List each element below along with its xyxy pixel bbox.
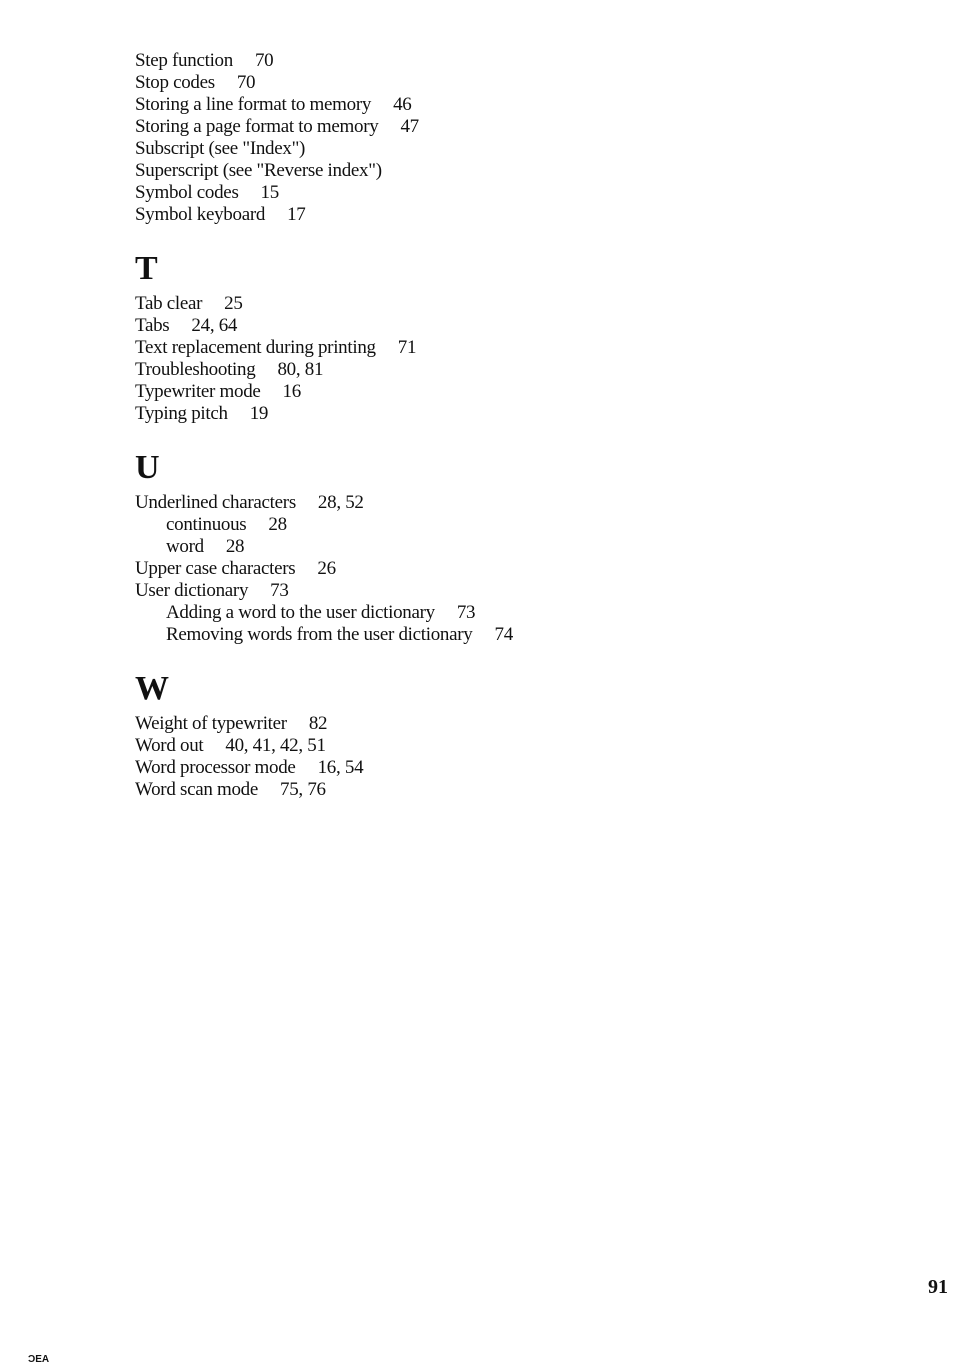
index-entry [135,293,735,315]
entry-page-numbers: 24, 64 [191,315,238,336]
entry-term: continuous [166,514,247,535]
index-entry [135,204,735,226]
index-entry [135,160,735,182]
index-entry [135,315,735,337]
entry-term: Word out [135,735,204,756]
index-entry [135,558,735,580]
entry-page-numbers: 16 [282,381,301,402]
entry-term: word [166,536,204,557]
entry-term: Subscript (see "Index") [135,138,306,159]
entry-term: User dictionary [135,580,249,601]
entry-page-numbers: 28 [225,536,245,557]
index-entry [135,580,735,602]
entry-page-numbers: 73 [270,580,289,601]
index-subentry [135,514,735,536]
index-entry [135,138,735,160]
entry-term: Tab clear [135,293,203,314]
index-entry [135,757,735,779]
index-entry [135,492,735,514]
entry-term: Upper case characters [135,558,296,579]
entry-term: Typing pitch [135,403,228,424]
index-entry [135,116,735,138]
page-number: 91 [928,1276,948,1298]
entry-page-numbers: 82 [308,713,328,734]
index-subentry [135,624,735,646]
entry-page-numbers: 16, 54 [317,757,364,778]
entry-page-numbers: 75, 76 [280,779,326,800]
entry-term: Adding a word to the user dictionary [166,602,435,623]
footer-mark: ƆEA [28,1354,50,1365]
entry-term: Symbol codes [135,182,239,203]
entry-page-numbers: 28, 52 [317,492,364,513]
index-entry [135,381,735,403]
entry-term: Word processor mode [135,757,296,778]
entry-page-numbers: 47 [400,116,419,137]
index-entry [135,50,735,72]
entry-page-numbers: 40, 41, 42, 51 [225,735,326,756]
index-entry [135,735,735,757]
continued-entries [135,50,735,226]
index-column [135,50,735,801]
entry-page-numbers: 28 [268,514,287,535]
entry-term: Superscript (see "Reverse index") [135,160,382,181]
entry-term: Removing words from the user dictionary [166,624,473,645]
entry-term: Stop codes [135,72,215,93]
index-entry [135,359,735,381]
entry-term: Storing a line format to memory [135,94,372,115]
index-subentry [135,602,735,624]
entry-page-numbers: 70 [254,50,274,71]
entry-page-numbers: 19 [249,403,269,424]
index-entry [135,94,735,116]
section-letter-heading: T [135,250,158,287]
entry-page-numbers: 80, 81 [277,359,324,380]
section-letter-heading: U [135,449,160,486]
index-entry [135,337,735,359]
index-entry [135,713,735,735]
entry-term: Typewriter mode [135,381,261,402]
entry-term: Word scan mode [135,779,259,800]
entry-term: Tabs [135,315,170,336]
entry-page-numbers: 46 [393,94,412,115]
entry-term: Underlined characters [135,492,296,513]
index-entry [135,72,735,94]
index-section [135,252,735,425]
entry-term: Storing a page format to memory [135,116,379,137]
index-sections [135,252,735,801]
entry-page-numbers: 74 [494,624,513,645]
entry-term: Symbol keyboard [135,204,266,225]
entry-page-numbers: 25 [224,293,243,314]
entry-page-numbers: 73 [456,602,476,623]
index-section [135,451,735,646]
entry-page-numbers: 26 [317,558,336,579]
entry-term: Weight of typewriter [135,713,287,734]
index-entry [135,779,735,801]
section-letter-heading: W [135,670,169,707]
index-section [135,672,735,801]
entry-page-numbers: 71 [397,337,417,358]
index-subentry [135,536,735,558]
entry-page-numbers: 70 [236,72,256,93]
entry-term: Text replacement during printing [135,337,376,358]
entry-page-numbers: 15 [260,182,279,203]
entry-term: Step function [135,50,233,71]
entry-term: Troubleshooting [135,359,256,380]
entry-page-numbers: 17 [287,204,306,225]
index-entry [135,403,735,425]
index-entry [135,182,735,204]
